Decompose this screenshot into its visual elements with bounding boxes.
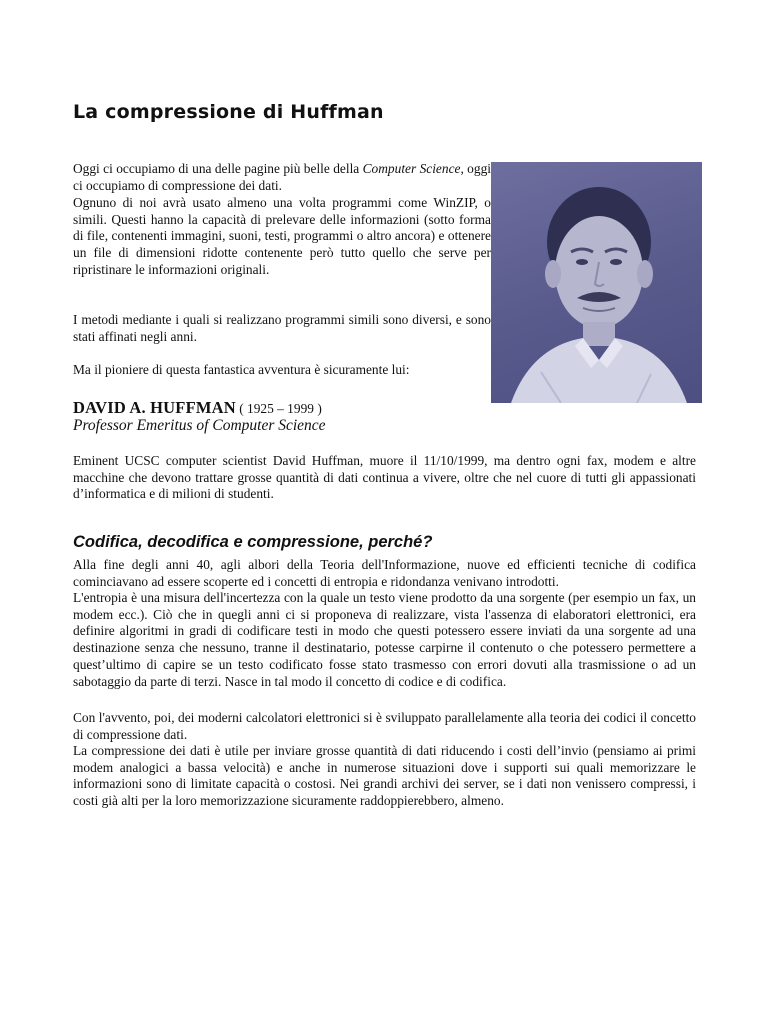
intro-paragraph-1 xyxy=(73,161,491,194)
intro-paragraph-2: Ognuno di noi avrà usato almeno una volta programmi come WinZIP, o simili. Questi hanno la capacità di prelevare delle informazioni (sotto forma di file, contenenti immagini, suoni, testi, programmi o altro ancora) e ottenere un file di dimensioni ridotte contenente però tutto quello che serve per ripristinare le informazioni originali. xyxy=(73,195,491,277)
section-paragraph-4: La compressione dei dati è utile per inviare grosse quantità di dati riducendo i costi dell’invio (pensiamo ai primi modem analogici a bassa velocità) e anche in numerose situazioni dove i supporti sui quali memorizzare le informazioni sono di limitate capacità o costosi. Nei grandi archivi dei server, se i dati non venissero compressi, i costi già alti per la loro memorizzazione sicuramente raddoppierebbero, almeno. xyxy=(73,743,696,809)
intro-p1-text-a: Oggi ci occupiamo di una delle pagine più belle della xyxy=(73,161,363,176)
intro-p1-text-b: , oggi ci occupiamo di compressione dei dati. xyxy=(73,161,491,193)
document-title: La compressione di Huffman xyxy=(73,101,384,123)
intro-paragraph-3: I metodi mediante i quali si realizzano programmi simili sono diversi, e sono stati affinati negli anni. xyxy=(73,312,491,344)
portrait-illustration xyxy=(491,162,702,403)
section-paragraph-1: Alla fine degli anni 40, agli albori della Teoria dell'Informazione, nuove ed efficienti tecniche di codifica cominciavano ad essere scoperte ed i concetti di entropia e ridondanza venivano introdotti. xyxy=(73,557,696,589)
section-paragraph-3: Con l'avvento, poi, dei moderni calcolatori elettronici si è sviluppato parallelamente alla teoria dei codici il concetto di compressione dati. xyxy=(73,710,696,742)
person-dates: ( 1925 – 1999 ) xyxy=(235,401,322,416)
eminent-paragraph: Eminent UCSC computer scientist David Huffman, muore il 11/10/1999, ma dentro ogni fax, modem e altre macchine che devono trattare grosse quantità di dati continua a vivere, oltre che nel cuore di tutti gli appassionati d’informatica e di milioni di studenti. xyxy=(73,453,696,502)
section-heading: Codifica, decodifica e compressione, perché? xyxy=(73,533,433,551)
person-name: DAVID A. HUFFMAN xyxy=(73,398,236,417)
portrait-photo xyxy=(491,162,702,403)
person-name-line xyxy=(73,398,322,418)
intro-p1-italic: Computer Science xyxy=(362,161,461,176)
intro-paragraph-4: Ma il pioniere di questa fantastica avventura è sicuramente lui: xyxy=(73,362,410,377)
section-paragraph-2: L'entropia è una misura dell'incertezza con la quale un testo viene prodotto da una sorgente (per esempio un fax, un modem ecc.). Ciò che in quegli anni ci si proponeva di realizzare, vista l'assenza di elaboratori elettronici, era definire algoritmi in gradi di codificare testi in modo che questi potessero essere inviati da una sorgente ad una destinazione senza che nessuno, tranne il destinatario, potesse carpirne il contenuto o che potessero permettere a quest’ultimo di capire se un testo codificato fosse stato trasmesso con errori dovuti alla trasmissione o ad un sabotaggio da parte di terzi. Nasce in tal modo il concetto di codice e di codifica. xyxy=(73,590,696,689)
person-role: Professor Emeritus of Computer Science xyxy=(73,417,326,434)
